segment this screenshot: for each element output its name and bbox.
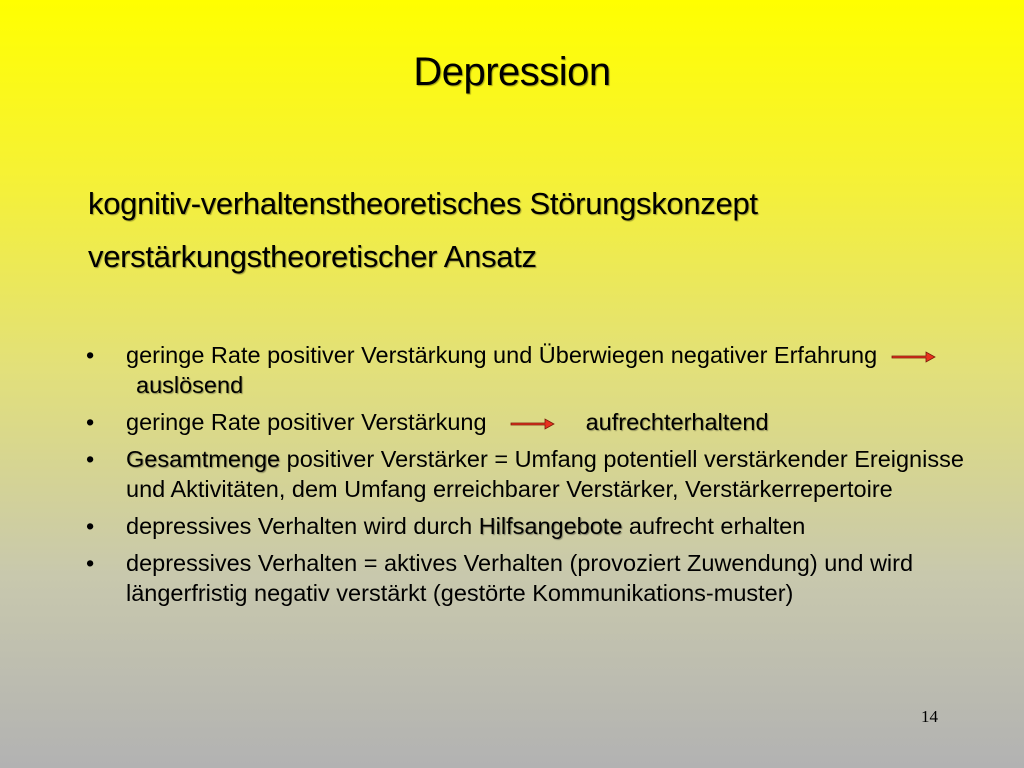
bullet-emphasis: aufrechterhaltend [585, 409, 769, 435]
bullet-item-2 [84, 407, 1004, 437]
bullet-marker: • [86, 550, 95, 576]
bullet-text: geringe Rate positiver Verstärkung und Überwiegen negativer Erfahrung [126, 342, 878, 368]
subtitle-approach: verstärkungstheoretischer Ansatz [88, 239, 537, 274]
bullet-text: positiver Verstärker = Umfang potentiell verstärkender Ereignisse und Aktivitäten, dem Umfang erreichbarer Verstärker, Verstärkerrepertoire [126, 446, 964, 502]
bullet-emphasis: auslösend [136, 372, 244, 398]
bullet-list [84, 340, 1004, 615]
bullet-marker: • [86, 513, 95, 539]
bullet-text: depressives Verhalten = aktives Verhalten (provoziert Zuwendung) und wird längerfristig negativ verstärkt (gestörte Kommunikations-muster) [126, 550, 914, 606]
bullet-emphasis: Gesamtmenge [126, 446, 281, 472]
right-arrow-icon [509, 417, 555, 431]
bullet-text-after: aufrecht erhalten [622, 513, 806, 539]
bullet-emphasis: Hilfsangebote [478, 513, 623, 539]
slide-title: Depression [413, 50, 611, 94]
bullet-item-1 [84, 340, 1004, 400]
subtitle-concept: kognitiv-verhaltenstheoretisches Störungskonzept [88, 186, 758, 221]
bullet-item-5 [84, 548, 1004, 608]
bullet-item-3 [84, 444, 1004, 504]
bullet-marker: • [86, 342, 95, 368]
bullet-text: geringe Rate positiver Verstärkung [126, 409, 487, 435]
bullet-text-before: depressives Verhalten wird durch [126, 513, 479, 539]
bullet-marker: • [86, 446, 95, 472]
right-arrow-icon [890, 350, 936, 364]
bullet-marker: • [86, 409, 95, 435]
bullet-item-4 [84, 511, 1004, 541]
page-number: 14 [921, 707, 938, 726]
